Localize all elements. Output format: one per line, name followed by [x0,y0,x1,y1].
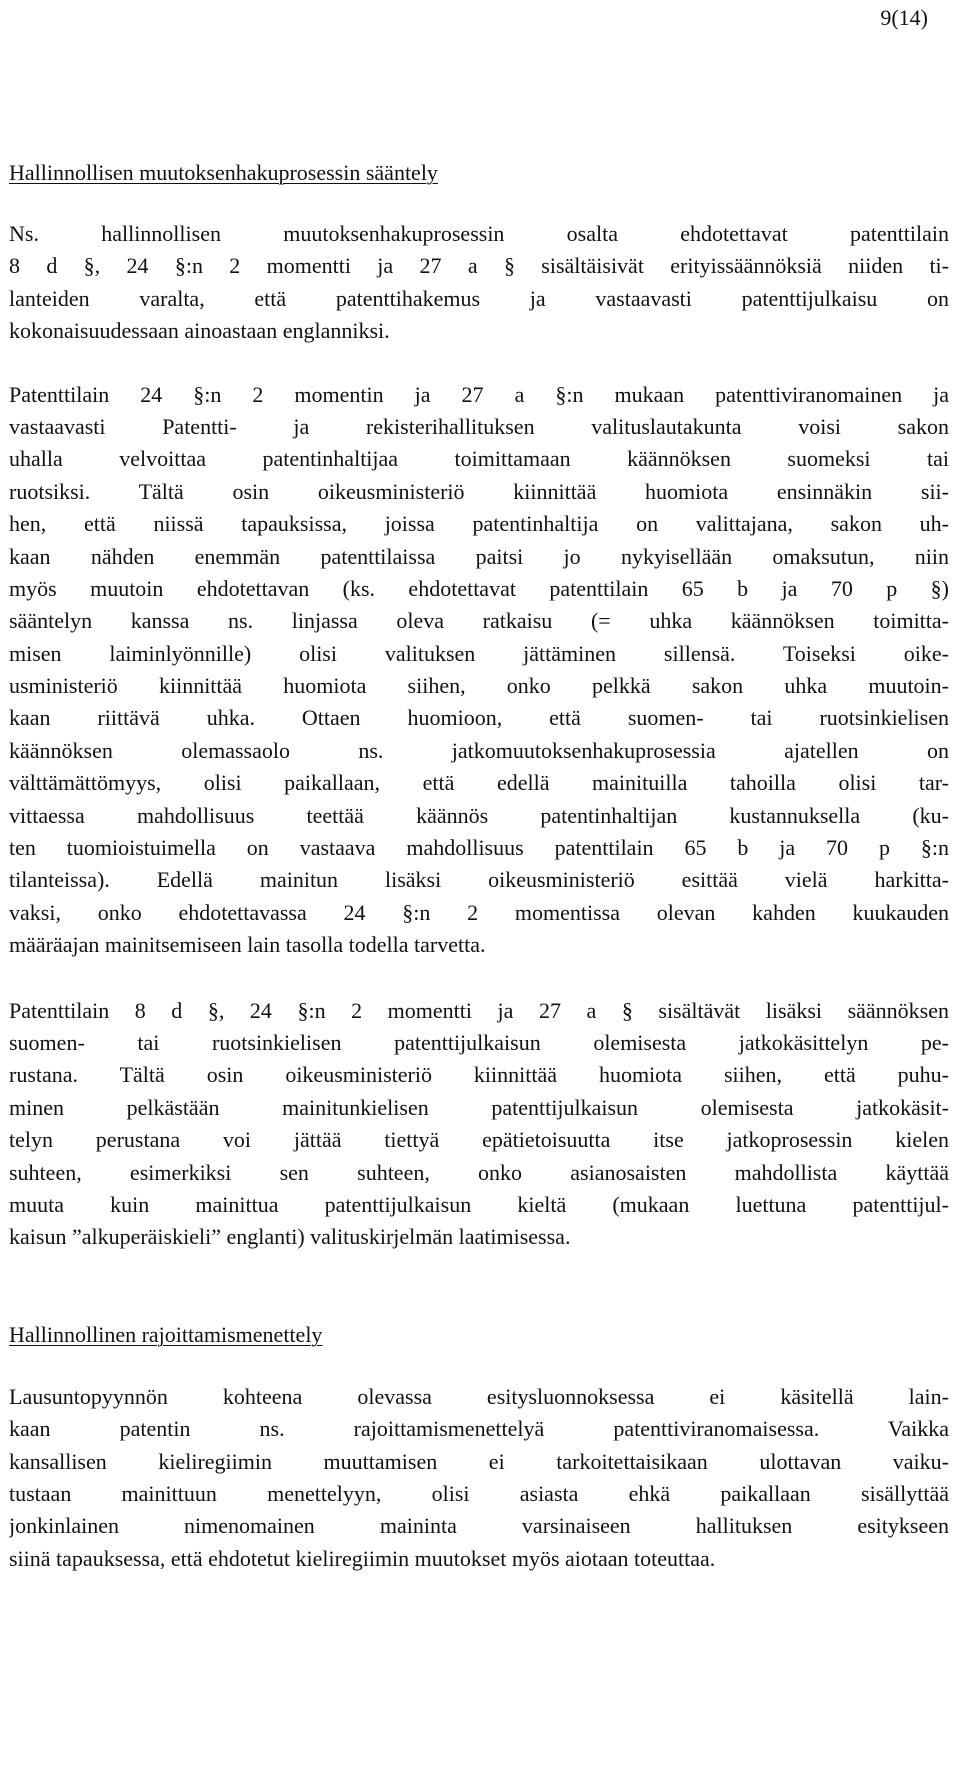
document-body [9,157,949,1606]
text-line: sääntelyn kanssa ns. linjassa oleva ratkaisu (= uhka käännöksen toimitta- [9,608,949,634]
text-line: kansallisen kieliregiimin muuttamisen ei tarkoitettaisikaan ulottavan vaiku- [9,1448,949,1474]
text-line: jonkinlainen nimenomainen maininta varsinaiseen hallituksen esitykseen [9,1513,949,1539]
section-heading-limitation-procedure: Hallinnollinen rajoittamismenettely [9,1321,323,1347]
text-line: telyn perustana voi jättää tiettyä epätietoisuutta itse jatkoprosessin kielen [9,1127,949,1153]
text-line: Ns. hallinnollisen muutoksenhakuprosessin osalta ehdotettavat patenttilain [9,221,949,246]
text-line: ruotsiksi. Tältä osin oikeusministeriö kiinnittää huomiota ensinnäkin sii- [9,478,949,504]
text-line: vittaessa mahdollisuus teettää käännös patentinhaltijan kustannuksella (ku- [9,802,949,828]
text-line: kaan nähden enemmän patenttilaissa paitsi jo nykyisellään omaksutun, niin [9,543,949,569]
text-line: minen pelkästään mainitunkielisen patenttijulkaisun olemisesta jatkokäsit- [9,1094,949,1120]
paragraph-4 [9,1381,949,1575]
text-line: suhteen, esimerkiksi sen suhteen, onko asianosaisten mahdollista käyttää [9,1159,949,1185]
text-line: Patenttilain 8 d §, 24 §:n 2 momentti ja 27 a § sisältävät lisäksi säännöksen [9,997,949,1023]
text-line: Patenttilain 24 §:n 2 momentin ja 27 a §:n mukaan patenttiviranomainen ja [9,381,949,407]
text-line: usministeriö kiinnittää huomiota siihen, onko pelkkä sakon uhka muutoin- [9,673,949,699]
text-line: rustana. Tältä osin oikeusministeriö kiinnittää huomiota siihen, että puhu- [9,1062,949,1088]
text-line: suomen- tai ruotsinkielisen patenttijulkaisun olemisesta jatkokäsittelyn pe- [9,1029,949,1055]
text-line: välttämättömyys, olisi paikallaan, että edellä mainituilla tahoilla olisi tar- [9,770,949,796]
text-line: hen, että niissä tapauksissa, joissa patentinhaltija on valittajana, sakon uh- [9,511,949,537]
text-line: kaan riittävä uhka. Ottaen huomioon, että suomen- tai ruotsinkielisen [9,705,949,731]
text-line: kaisun ”alkuperäiskieli” englanti) valituskirjelmän laatimisessa. [9,1224,571,1250]
text-line: myös muutoin ehdotettavan (ks. ehdotettavat patenttilain 65 b ja 70 p §) [9,575,949,601]
text-line: ten tuomioistuimella on vastaava mahdollisuus patenttilain 65 b ja 70 p §:n [9,835,949,861]
text-line: kokonaisuudessaan ainoastaan englanniksi. [9,318,390,344]
text-line: Lausuntopyynnön kohteena olevassa esitysluonnoksessa ei käsitellä lain- [9,1383,949,1409]
paragraph-1 [9,218,949,348]
text-line: uhalla velvoittaa patentinhaltijaa toimittamaan käännöksen suomeksi tai [9,446,949,472]
paragraph-3 [9,995,949,1254]
text-line: muuta kuin mainittua patenttijulkaisun kieltä (mukaan luettuna patenttijul- [9,1191,949,1217]
text-line: vaksi, onko ehdotettavassa 24 §:n 2 momentissa olevan kahden kuukauden [9,899,949,925]
text-line: kaan patentin ns. rajoittamismenettelyä patenttiviranomaisessa. Vaikka [9,1416,949,1442]
paragraph-2 [9,379,949,962]
section-heading-appeal-process: Hallinnollisen muutoksenhakuprosessin sääntely [9,160,438,185]
page-number: 9(14) [880,5,928,30]
text-line: siinä tapauksessa, että ehdotetut kieliregiimin muutokset myös aiotaan toteuttaa. [9,1545,716,1571]
text-line: käännöksen olemassaolo ns. jatkomuutoksenhakuprosessia ajatellen on [9,737,949,763]
text-line: 8 d §, 24 §:n 2 momentti ja 27 a § sisältäisivät erityissäännöksiä niiden ti- [9,253,949,279]
text-line: tustaan mainittuun menettelyyn, olisi asiasta ehkä paikallaan sisällyttää [9,1480,949,1506]
text-line: lanteiden varalta, että patenttihakemus ja vastaavasti patenttijulkaisu on [9,285,949,311]
text-line: vastaavasti Patentti- ja rekisterihallituksen valituslautakunta voisi sakon [9,413,949,439]
text-line: määräajan mainitsemiseen lain tasolla todella tarvetta. [9,932,486,958]
text-line: tilanteissa). Edellä mainitun lisäksi oikeusministeriö esittää vielä harkitta- [9,867,949,893]
text-line: misen laiminlyönnille) olisi valituksen jättäminen sillensä. Toiseksi oike- [9,640,949,666]
